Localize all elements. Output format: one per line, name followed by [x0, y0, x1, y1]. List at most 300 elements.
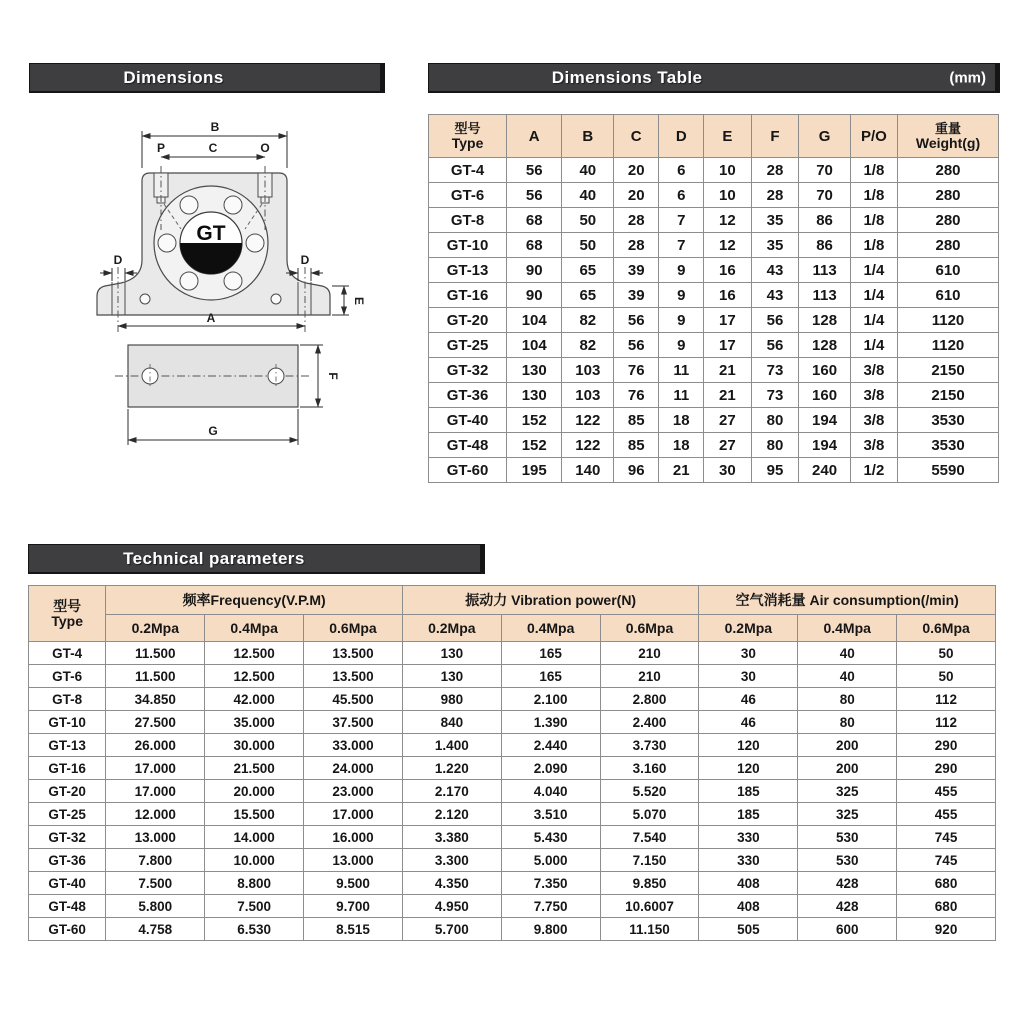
cell-value: 5.520: [600, 780, 699, 803]
dim-label-a: A: [206, 311, 216, 325]
cell-value: 3.510: [501, 803, 600, 826]
cell-value: 65: [562, 258, 614, 283]
cell-value: 5.700: [402, 918, 501, 941]
row-type-label: GT-8: [429, 208, 507, 233]
cell-value: 30: [704, 458, 751, 483]
cell-value: 80: [798, 688, 897, 711]
dim-label-e: E: [352, 296, 366, 306]
weight-header-en: Weight(g): [915, 135, 981, 151]
cell-value: 3.380: [402, 826, 501, 849]
tech-col-header-type: [29, 586, 106, 642]
cell-value: 90: [507, 258, 562, 283]
cell-value: 21.500: [205, 757, 304, 780]
dim-label-p: P: [156, 141, 166, 155]
cell-value: 195: [507, 458, 562, 483]
cell-value: 1.400: [402, 734, 501, 757]
cell-value: 330: [699, 826, 798, 849]
cell-value: 330: [699, 849, 798, 872]
cell-value: 56: [507, 158, 562, 183]
cell-value: 2.090: [501, 757, 600, 780]
cell-value: 34.850: [106, 688, 205, 711]
row-type-label: GT-10: [29, 711, 106, 734]
table-row: [429, 233, 999, 258]
cell-value: 35: [751, 208, 799, 233]
cell-value: 112: [897, 688, 996, 711]
dimensions-table: [428, 114, 999, 483]
cell-value: 28: [751, 158, 799, 183]
unit-note: (mm): [949, 69, 986, 86]
table-row: [429, 308, 999, 333]
cell-value: 21: [659, 458, 704, 483]
cell-value: 130: [507, 383, 562, 408]
cell-value: 7.750: [501, 895, 600, 918]
cell-value: 40: [562, 158, 614, 183]
cell-value: 165: [501, 642, 600, 665]
cell-value: 840: [402, 711, 501, 734]
cell-value: 20: [614, 183, 659, 208]
cell-value: 920: [897, 918, 996, 941]
row-type-label: GT-40: [429, 408, 507, 433]
cell-value: 95: [751, 458, 799, 483]
cell-value: 2.170: [402, 780, 501, 803]
cell-value: 20: [614, 158, 659, 183]
cell-value: 130: [402, 642, 501, 665]
cell-value: 6.530: [205, 918, 304, 941]
cell-value: 980: [402, 688, 501, 711]
cell-value: 76: [614, 383, 659, 408]
cell-value: 13.000: [304, 849, 403, 872]
cell-value: 680: [897, 895, 996, 918]
group-header-frequency: 频率Frequency(V.P.M): [106, 586, 403, 615]
col-header-type: [429, 115, 507, 158]
cell-value: 35: [751, 233, 799, 258]
cell-value: 12.500: [205, 665, 304, 688]
cell-value: 85: [614, 408, 659, 433]
cell-value: 28: [751, 183, 799, 208]
cell-value: 505: [699, 918, 798, 941]
cell-value: 17.000: [304, 803, 403, 826]
cell-value: 9.700: [304, 895, 403, 918]
row-type-label: GT-6: [429, 183, 507, 208]
cell-value: 194: [799, 408, 850, 433]
cell-value: 1120: [898, 308, 999, 333]
cell-value: 11.500: [106, 642, 205, 665]
table-row: [29, 757, 996, 780]
cell-value: 82: [562, 333, 614, 358]
cell-value: 50: [562, 208, 614, 233]
cell-value: 2.800: [600, 688, 699, 711]
cell-value: 80: [751, 433, 799, 458]
cell-value: 28: [614, 208, 659, 233]
cell-value: 12.000: [106, 803, 205, 826]
cell-value: 1.220: [402, 757, 501, 780]
row-type-label: GT-10: [429, 233, 507, 258]
cell-value: 40: [798, 642, 897, 665]
cell-value: 46: [699, 711, 798, 734]
tech-type-header-en: Type: [51, 612, 83, 629]
row-type-label: GT-13: [429, 258, 507, 283]
cell-value: 26.000: [106, 734, 205, 757]
col-header-weight: [898, 115, 999, 158]
cell-value: 600: [798, 918, 897, 941]
cell-value: 43: [751, 283, 799, 308]
cell-value: 530: [798, 826, 897, 849]
cell-value: 140: [562, 458, 614, 483]
row-type-label: GT-4: [29, 642, 106, 665]
cell-value: 610: [898, 258, 999, 283]
cell-value: 7.800: [106, 849, 205, 872]
cell-value: 10.6007: [600, 895, 699, 918]
cell-value: 104: [507, 333, 562, 358]
dim-label-c: C: [208, 141, 218, 155]
cell-value: 30: [699, 665, 798, 688]
cell-value: 9: [659, 333, 704, 358]
cell-value: 17.000: [106, 757, 205, 780]
type-header-en: Type: [451, 135, 484, 151]
cell-value: 2.100: [501, 688, 600, 711]
cell-value: 39: [614, 258, 659, 283]
cell-value: 46: [699, 688, 798, 711]
dimensions-title: Dimensions: [123, 67, 224, 87]
row-type-label: GT-32: [429, 358, 507, 383]
cell-value: 90: [507, 283, 562, 308]
cell-value: 152: [507, 433, 562, 458]
table-row: [429, 358, 999, 383]
table-row: [29, 918, 996, 941]
cell-value: 73: [751, 358, 799, 383]
pressure-header: 0.6Mpa: [304, 615, 403, 642]
row-type-label: GT-36: [429, 383, 507, 408]
cell-value: 103: [562, 383, 614, 408]
cell-value: 70: [799, 158, 850, 183]
cell-value: 12.500: [205, 642, 304, 665]
cell-value: 5.070: [600, 803, 699, 826]
cell-value: 16: [704, 283, 751, 308]
dim-label-o: O: [260, 141, 270, 155]
cell-value: 530: [798, 849, 897, 872]
row-type-label: GT-20: [29, 780, 106, 803]
cell-value: 122: [562, 433, 614, 458]
cell-value: 120: [699, 734, 798, 757]
row-type-label: GT-32: [29, 826, 106, 849]
cell-value: 185: [699, 780, 798, 803]
cell-value: 18: [659, 433, 704, 458]
table-row: [429, 333, 999, 358]
table-row: [29, 803, 996, 826]
cell-value: 8.800: [205, 872, 304, 895]
table-row: [29, 826, 996, 849]
cell-value: 80: [798, 711, 897, 734]
col-header-e: E: [704, 115, 751, 158]
cell-value: 68: [507, 233, 562, 258]
cell-value: 7.150: [600, 849, 699, 872]
cell-value: 2.440: [501, 734, 600, 757]
cell-value: 10: [704, 183, 751, 208]
cell-value: 56: [507, 183, 562, 208]
cell-value: 160: [799, 358, 850, 383]
cell-value: 50: [562, 233, 614, 258]
cell-value: 9: [659, 258, 704, 283]
group-header-vibration-power: 振动力 Vibration power(N): [402, 586, 699, 615]
cell-value: 68: [507, 208, 562, 233]
cell-value: 43: [751, 258, 799, 283]
cell-value: 1/4: [850, 308, 897, 333]
cell-value: 1120: [898, 333, 999, 358]
cell-value: 11: [659, 383, 704, 408]
table-row: [29, 711, 996, 734]
cell-value: 1/8: [850, 158, 897, 183]
cell-value: 325: [798, 803, 897, 826]
table-row: [429, 183, 999, 208]
cell-value: 7.540: [600, 826, 699, 849]
cell-value: 9: [659, 283, 704, 308]
type-header-cn: 型号: [454, 121, 481, 136]
cell-value: 122: [562, 408, 614, 433]
col-header-g: G: [799, 115, 850, 158]
col-header-a: A: [507, 115, 562, 158]
cell-value: 3530: [898, 408, 999, 433]
cell-value: 7.500: [106, 872, 205, 895]
cell-value: 325: [798, 780, 897, 803]
cell-value: 2.400: [600, 711, 699, 734]
cell-value: 17: [704, 308, 751, 333]
cell-value: 128: [799, 308, 850, 333]
cell-value: 11.500: [106, 665, 205, 688]
table-row: [429, 408, 999, 433]
cell-value: 8.515: [304, 918, 403, 941]
dim-label-b: B: [210, 120, 220, 134]
dimensions-table-title: Dimensions Table: [551, 67, 703, 87]
cell-value: 18: [659, 408, 704, 433]
cell-value: 455: [897, 780, 996, 803]
cell-value: 128: [799, 333, 850, 358]
cell-value: 280: [898, 233, 999, 258]
row-type-label: GT-4: [429, 158, 507, 183]
row-type-label: GT-25: [429, 333, 507, 358]
cell-value: 56: [751, 308, 799, 333]
pressure-header: 0.6Mpa: [600, 615, 699, 642]
cell-value: 7.350: [501, 872, 600, 895]
row-type-label: GT-13: [29, 734, 106, 757]
cell-value: 96: [614, 458, 659, 483]
cell-value: 21: [704, 383, 751, 408]
table-row: [29, 895, 996, 918]
cell-value: 9.500: [304, 872, 403, 895]
cell-value: 9: [659, 308, 704, 333]
pressure-header: 0.2Mpa: [106, 615, 205, 642]
cell-value: 280: [898, 158, 999, 183]
technical-parameters-table: [28, 585, 996, 941]
cell-value: 1/8: [850, 233, 897, 258]
cell-value: 3530: [898, 433, 999, 458]
cell-value: 50: [897, 642, 996, 665]
cell-value: 3/8: [850, 358, 897, 383]
pressure-header: 0.4Mpa: [205, 615, 304, 642]
cell-value: 2.120: [402, 803, 501, 826]
table-row: [429, 283, 999, 308]
cell-value: 40: [798, 665, 897, 688]
cell-value: 85: [614, 433, 659, 458]
cell-value: 130: [402, 665, 501, 688]
table-row: [29, 849, 996, 872]
cell-value: 86: [799, 208, 850, 233]
cell-value: 82: [562, 308, 614, 333]
table-row: [429, 433, 999, 458]
col-header-c: C: [614, 115, 659, 158]
cell-value: 12: [704, 208, 751, 233]
cell-value: 5590: [898, 458, 999, 483]
col-header-d: D: [659, 115, 704, 158]
table-row: [29, 872, 996, 895]
col-header-po: P/O: [850, 115, 897, 158]
dimensions-table-header-row: [429, 115, 999, 158]
table-row: [29, 665, 996, 688]
cell-value: 65: [562, 283, 614, 308]
cell-value: 1/2: [850, 458, 897, 483]
cell-value: 165: [501, 665, 600, 688]
cell-value: 104: [507, 308, 562, 333]
cell-value: 45.500: [304, 688, 403, 711]
cell-value: 1/4: [850, 283, 897, 308]
cell-value: 3.730: [600, 734, 699, 757]
cell-value: 33.000: [304, 734, 403, 757]
technical-header-bar: [28, 544, 485, 574]
cell-value: 6: [659, 158, 704, 183]
cell-value: 280: [898, 208, 999, 233]
cell-value: 3/8: [850, 408, 897, 433]
dimensions-drawing: [55, 112, 375, 457]
cell-value: 280: [898, 183, 999, 208]
cell-value: 76: [614, 358, 659, 383]
col-header-f: F: [751, 115, 799, 158]
row-type-label: GT-60: [29, 918, 106, 941]
cell-value: 152: [507, 408, 562, 433]
cell-value: 9.850: [600, 872, 699, 895]
cell-value: 4.350: [402, 872, 501, 895]
cell-value: 103: [562, 358, 614, 383]
cell-value: 17: [704, 333, 751, 358]
cell-value: 23.000: [304, 780, 403, 803]
cell-value: 1/8: [850, 183, 897, 208]
table-row: [429, 158, 999, 183]
cell-value: 13.000: [106, 826, 205, 849]
cell-value: 210: [600, 665, 699, 688]
table-row: [429, 208, 999, 233]
weight-header-cn: 重量: [935, 121, 962, 136]
cell-value: 73: [751, 383, 799, 408]
dim-label-g: G: [208, 424, 218, 438]
cell-value: 408: [699, 872, 798, 895]
cell-value: 10.000: [205, 849, 304, 872]
cell-value: 194: [799, 433, 850, 458]
cell-value: 30: [699, 642, 798, 665]
cell-value: 12: [704, 233, 751, 258]
cell-value: 13.500: [304, 642, 403, 665]
dim-label-f: F: [326, 372, 340, 380]
cell-value: 4.758: [106, 918, 205, 941]
table-row: [29, 642, 996, 665]
row-type-label: GT-6: [29, 665, 106, 688]
table-row: [29, 780, 996, 803]
cell-value: 70: [799, 183, 850, 208]
cell-value: 16: [704, 258, 751, 283]
cell-value: 6: [659, 183, 704, 208]
cell-value: 428: [798, 872, 897, 895]
cell-value: 240: [799, 458, 850, 483]
pressure-header: 0.2Mpa: [699, 615, 798, 642]
cell-value: 27: [704, 408, 751, 433]
row-type-label: GT-8: [29, 688, 106, 711]
gt-part-label: GT: [196, 222, 226, 245]
cell-value: 3.300: [402, 849, 501, 872]
pressure-header: 0.2Mpa: [402, 615, 501, 642]
cell-value: 28: [614, 233, 659, 258]
cell-value: 9.800: [501, 918, 600, 941]
row-type-label: GT-48: [429, 433, 507, 458]
cell-value: 1.390: [501, 711, 600, 734]
cell-value: 112: [897, 711, 996, 734]
cell-value: 2150: [898, 358, 999, 383]
cell-value: 24.000: [304, 757, 403, 780]
cell-value: 30.000: [205, 734, 304, 757]
cell-value: 3/8: [850, 383, 897, 408]
cell-value: 200: [798, 757, 897, 780]
technical-title: Technical parameters: [123, 548, 305, 568]
pressure-header: 0.4Mpa: [798, 615, 897, 642]
cell-value: 5.800: [106, 895, 205, 918]
cell-value: 21: [704, 358, 751, 383]
cell-value: 15.500: [205, 803, 304, 826]
pressure-header: 0.6Mpa: [897, 615, 996, 642]
group-header-air-consumption: 空气消耗量 Air consumption(/min): [699, 586, 996, 615]
dim-label-d-left: D: [113, 253, 123, 267]
cell-value: 16.000: [304, 826, 403, 849]
cell-value: 455: [897, 803, 996, 826]
row-type-label: GT-36: [29, 849, 106, 872]
table-row: [429, 383, 999, 408]
cell-value: 20.000: [205, 780, 304, 803]
cell-value: 3.160: [600, 757, 699, 780]
row-type-label: GT-16: [429, 283, 507, 308]
cell-value: 210: [600, 642, 699, 665]
cell-value: 113: [799, 283, 850, 308]
cell-value: 1/4: [850, 333, 897, 358]
technical-group-header-row: [29, 586, 996, 615]
cell-value: 408: [699, 895, 798, 918]
table-row: [29, 688, 996, 711]
cell-value: 56: [614, 308, 659, 333]
cell-value: 11.150: [600, 918, 699, 941]
cell-value: 745: [897, 826, 996, 849]
cell-value: 2150: [898, 383, 999, 408]
cell-value: 7.500: [205, 895, 304, 918]
dim-label-d-right: D: [300, 253, 310, 267]
row-type-label: GT-48: [29, 895, 106, 918]
cell-value: 200: [798, 734, 897, 757]
cell-value: 13.500: [304, 665, 403, 688]
dimensions-header-bar: [29, 63, 385, 93]
cell-value: 7: [659, 233, 704, 258]
cell-value: 40: [562, 183, 614, 208]
cell-value: 610: [898, 283, 999, 308]
table-row: [29, 734, 996, 757]
table-row: [429, 258, 999, 283]
cell-value: 27.500: [106, 711, 205, 734]
cell-value: 10: [704, 158, 751, 183]
pressure-header: 0.4Mpa: [501, 615, 600, 642]
cell-value: 5.430: [501, 826, 600, 849]
cell-value: 1/8: [850, 208, 897, 233]
